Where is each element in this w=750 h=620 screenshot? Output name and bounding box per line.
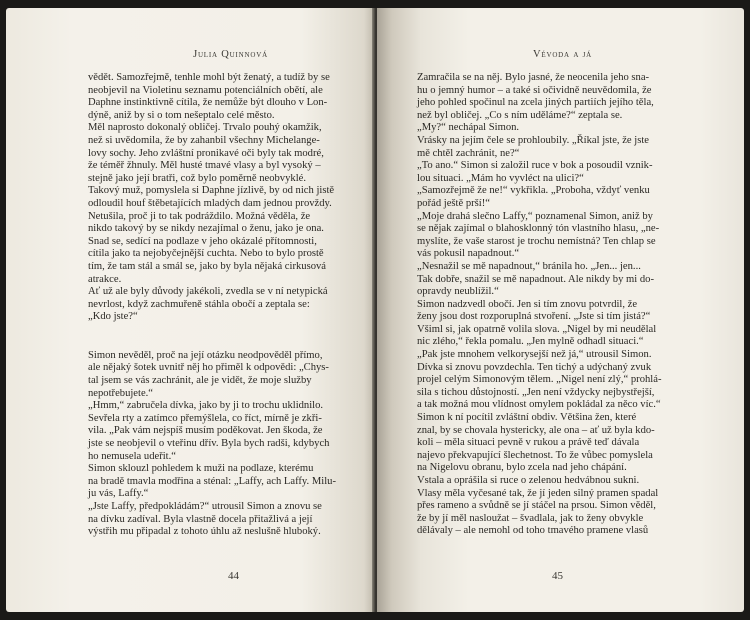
text-line: najevo překvapující šlechetnost. To že vůbec pomyslela	[417, 449, 653, 461]
left-body-text-bottom	[88, 350, 375, 539]
text-line: vás pokusil napadnout.“	[417, 248, 520, 260]
text-line: lovy sochy. Jeho zvláštní pronikavé oči byly tak modré,	[88, 147, 324, 159]
text-line: „Nesnažil se mě napadnout,“ bránila ho. „Jen... jen...	[417, 260, 641, 272]
text-line: Vlasy měla vyčesané tak, že jí jeden silný pramen spadal	[417, 487, 659, 499]
text-line: přes rameno a svůdně se jí stáčel na prsou. Simon věděl,	[417, 500, 656, 512]
page-number-left: 44	[228, 570, 239, 582]
text-line: Simon k ní pocítil zvláštní obdiv. Většina žen, které	[417, 412, 637, 424]
text-line: znal, by se chovala hystericky, ale ona – ať už byla kdo-	[417, 424, 655, 436]
text-line: ju vás, Laffy.“	[88, 488, 149, 500]
text-line: Takový muž, pomyslela si Daphne jízlivě, by od nich jistě	[88, 185, 335, 197]
text-line: atrakce.	[88, 273, 122, 285]
text-line: „Hmm,“ zabručela dívka, jako by ji to trochu uklidnilo.	[88, 400, 324, 412]
text-line: Všiml si, jak opatrně volila slova. „Nigel by mi neudělal	[417, 323, 657, 335]
text-line: se nějak zajímal o blahosklonný tón vlastního hlasu, „ne-	[417, 223, 660, 235]
text-line: než byl obličej. „Co s ním uděláme?“ zeptala se.	[417, 109, 623, 121]
text-line: „Samozřejmě že ne!“ vykřikla. „Proboha, vždyť venku	[417, 185, 650, 197]
text-line: „Kdo jste?“	[88, 311, 138, 323]
text-line: myslíte, že vaše starost je trochu nemístná? Ten chlap se	[417, 235, 656, 247]
text-line: dělávaly – ale nemohl od toho tmavého pramene vlasů	[417, 525, 649, 537]
text-line: Ať už ale byly důvody jakékoli, zvedla se v ní netypická	[88, 286, 328, 298]
text-line: odloudil houf štěbetajících mladých dam jednou provždy.	[88, 197, 332, 209]
text-line: nevrlost, když zachmuřeně stáhla obočí a zeptala se:	[88, 298, 310, 310]
text-line: ho nemusela udeřit.“	[88, 450, 176, 462]
text-line: sila s tichou důstojností. „Jen není vždycky nejbystřejší,	[417, 386, 655, 398]
text-line: stejně jako její bratři, což bylo poměrně neobvyklé.	[88, 172, 306, 184]
text-line: nikdo takový by se nikdy nezajímal o ženu, jako je ona.	[88, 223, 324, 235]
text-line: výstřih mu připadal z tohoto úhlu až neslušně hluboký.	[88, 526, 321, 538]
text-line: „My?“ nechápal Simon.	[417, 122, 520, 134]
text-line: na Nigelovu obranu, bylo zcela nad jeho chápání.	[417, 462, 627, 474]
running-head-title: Vévoda a já	[533, 49, 592, 60]
text-line: vila. „Pak vám nejspíš musím poděkovat. Jen škoda, že	[88, 425, 323, 437]
text-line: hu o jemný humor – a také si očividně neuvědomila, že	[417, 84, 652, 96]
text-line: Dívka si znovu povzdechla. Ten tichý a udýchaný zvuk	[417, 361, 652, 373]
text-line: cítila jako ta nejobyčejnější cuchta. Nebo to bylo prostě	[88, 248, 324, 260]
text-line: koli – měla situaci pevně v rukou a právě teď dávala	[417, 437, 640, 449]
right-page	[377, 8, 744, 612]
text-line: neobjevil na Violetinu seznamu potenciálních obětí, ale	[88, 84, 323, 96]
text-line: Snad se, sedící na podlaze v jeho okázalé přítomnosti,	[88, 235, 317, 247]
text-line: tal jsem se vás zachránit, ale je vidět, že moje služby	[88, 375, 312, 387]
text-line: Simon nevěděl, proč na její otázku neodpověděl přímo,	[88, 349, 323, 361]
text-line: Simon sklouzl pohledem k muži na podlaze, kterému	[88, 463, 314, 475]
text-line: „Jste Laffy, předpokládám?“ utrousil Simon a znovu se	[88, 501, 322, 512]
text-line: „Pak jste mnohem velkorysejší než já,“ utrousil Simon.	[417, 349, 652, 361]
text-line: „To ano.“ Simon si založil ruce v bok a posoudil vznik-	[417, 160, 653, 172]
text-line: opravdy neublížil.“	[417, 286, 499, 298]
text-line: nic zlého,“ řekla pomalu. „Jen mylně odhadl situaci.“	[417, 336, 644, 348]
left-page	[6, 8, 375, 612]
text-line: lou situaci. „Mám ho vyvléct na ulici?“	[417, 172, 584, 184]
text-line: a tak možná mou vlídnost omylem pokládal za něco víc.“	[417, 399, 661, 411]
text-line: jste se neobjevil o vteřinu dřív. Byla bych radši, kdybych	[88, 438, 330, 450]
text-line: pořád ještě prší!“	[417, 197, 490, 209]
text-line: Zamračila se na něj. Bylo jasné, že neocenila jeho sna-	[417, 72, 650, 83]
text-line: Sevřela rty a zatímco přemýšlela, co říct, mírně je zkři-	[88, 412, 322, 424]
text-line: Daphne instinktivně cítila, že nemůže být dlouho v Lon-	[88, 97, 328, 109]
text-line: na dívku zadíval. Byla vlastně docela přitažlivá a její	[88, 513, 313, 525]
text-line: nepotřebujete.“	[88, 387, 154, 399]
text-line: než si uvědomila, že by zahanbil všechny Michelange-	[88, 134, 320, 146]
text-line: dýně, aniž by si o tom nešeptalo celé město.	[88, 109, 275, 121]
right-body-text	[417, 72, 717, 538]
text-line: že by jí měl nasloužat – švadlala, jak to ženy obvykle	[417, 512, 644, 524]
text-line: Netušila, proč ji to tak podráždilo. Možná věděla, že	[88, 210, 311, 222]
text-line: Tak dobře, snažil se mě napadnout. Ale nikdy by mi do-	[417, 273, 654, 285]
left-body-text-top	[88, 72, 375, 324]
text-line: jeho pohled spočinul na zcela jiných partiích jejího těla,	[417, 97, 654, 109]
text-line: ale nějaký šotek uvnitř něj ho přiměl k odpovědi: „Chys-	[88, 362, 329, 374]
text-line: že téměř žhnuly. Měl husté tmavé vlasy a byl vysoký –	[88, 160, 321, 172]
text-line: Měl naprosto dokonalý obličej. Trvalo pouhý okamžik,	[88, 122, 322, 134]
page-number-right: 45	[552, 570, 563, 582]
text-line: Simon nadzvedl obočí. Jen si tím znovu potvrdil, že	[417, 298, 638, 310]
text-line: tím, že tam stál a smál se, jako by byla nějaká cirkusová	[88, 260, 326, 272]
text-line: Vrásky na jejím čele se prohloubily. „Říkal jste, že jste	[417, 134, 649, 146]
text-line: Vstala a oprášila si ruce o zelenou hedvábnou sukni.	[417, 475, 640, 486]
text-line: vědět. Samozřejmě, tenhle mohl být ženatý, a tudíž by se	[88, 72, 330, 83]
text-line: „Moje drahá slečno Laffy,“ poznamenal Simon, aniž by	[417, 210, 653, 222]
text-line: projel celým Simonovým tělem. „Nigel není zlý,“ prohlá-	[417, 374, 662, 386]
text-line: na bradě tmavla modřina a sténal: „Laffy, ach Laffy. Milu-	[88, 475, 336, 487]
running-head-author: Julia Quinnová	[193, 49, 268, 60]
text-line: ženy jsou dost rozporuplná stvoření. „Jste si tím jistá?“	[417, 311, 651, 323]
text-line: mě chtěl zachránit, ne?“	[417, 147, 520, 159]
section-break	[88, 324, 375, 350]
